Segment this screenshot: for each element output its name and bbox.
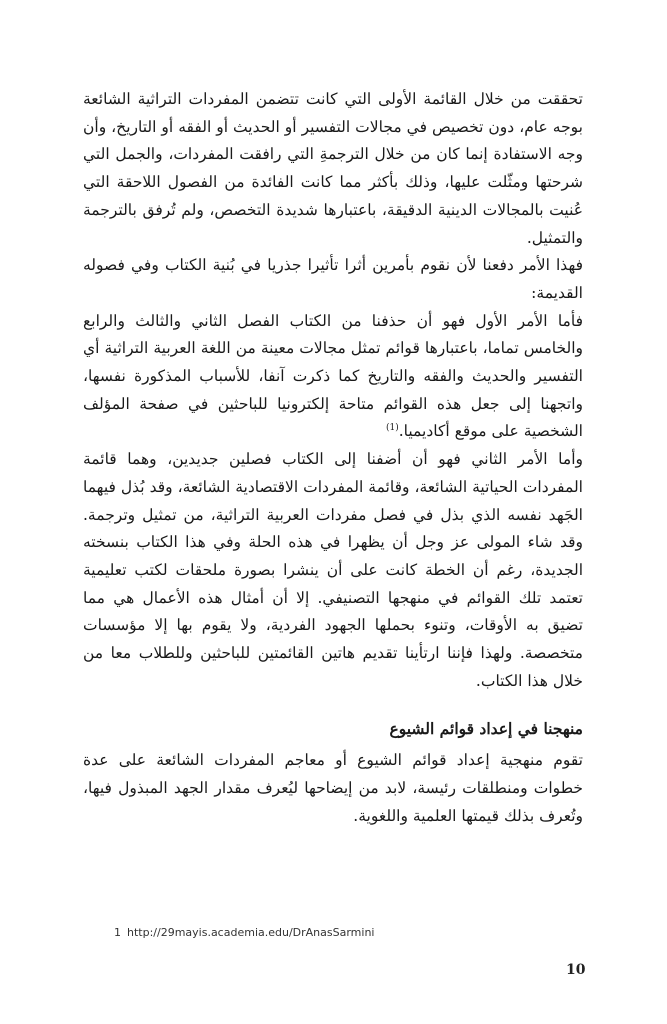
paragraph-4: وأما الأمر الثاني فهو أن أضفنا إلى الكتاب فصلين جديدين، وهما قائمة المفردات الحياتية الشائعة، وقائمة المفردات الاقتصادية الشائعة، وقد بُذل فيهما الجَهد نفسه الذي بذل في فصل مفردات العربية التراثية، من تمثيل وترجمة. وقد شاء المولى عز وجل أن يظهرا في هذه الحلة وفي هذا الكتاب بنسخته الجديدة، رغم أن الخطة كانت على أن ينشرا بصورة ملحقات لكتب تعليمية تعتمد تلك القوائم في منهجها التصنيفي. إلا أن أمثال هذه الأعمال هي مما تضيق به الأوقات، وتنوء بحملها الجهود الفردية، ولا يقوم بها إلا مؤسسات متخصصة. ولهذا فإننا ارتأينا تقديم هاتين القائمتين للباحثين وللطلاب معا من خلال هذا الكتاب. <box>83 450 583 690</box>
footnote <box>114 926 374 939</box>
footnote-link[interactable]: http://29mayis.academia.edu/DrAnasSarmini <box>127 926 375 939</box>
footnote-reference[interactable]: (1) <box>385 423 399 434</box>
paragraph-3 <box>83 308 583 447</box>
section-heading: منهجنا في إعداد قوائم الشيوع <box>389 719 583 739</box>
page-body <box>83 86 583 830</box>
page-number: 10 <box>566 962 586 978</box>
paragraph-1: تحققت من خلال القائمة الأولى التي كانت تتضمن المفردات التراثية الشائعة بوجه عام، دون تخصيص في مجالات التفسير أو الحديث أو الفقه أو التاريخ، وأن وجه الاستفادة إنما كان من خلال الترجمةِ التي رافقت المفردات، والجمل التي شرحتها ومثّلت عليها، وذلك بأكثر مما كانت الفائدة من الفصول اللاحقة التي عُنيت بالمجالات الدينية الدقيقة، باعتبارها شديدة التخصص، ولم تُرفق بالترجمة والتمثيل. <box>83 90 583 247</box>
section-paragraph: تقوم منهجية إعداد قوائم الشيوع أو معاجم المفردات الشائعة على عدة خطوات ومنطلقات رئيسة، لابد من إيضاحها ليُعرف مقدار الجهد المبذول فيها، وتُعرف بذلك قيمتها العلمية واللغوية. <box>83 751 583 825</box>
paragraph-2: فهذا الأمر دفعنا لأن نقوم بأمرين أثرا تأثيرا جذريا في بُنية الكتاب وفي فصوله القديمة: <box>83 256 583 302</box>
footnote-number: 1 <box>114 926 121 939</box>
paragraph-3-text: فأما الأمر الأول فهو أن حذفنا من الكتاب الفصل الثاني والثالث والرابع والخامس تماما، باعتبارها قوائم تمثل مجالات معينة من اللغة العربية التراثية أي التفسير والحديث والفقه والتاريخ كما ذكرت آنفا، للأسباب المذكورة نفسها، واتجهنا إلى جعل هذه القوائم متاحة إلكترونيا للباحثين في صفحة المؤلف الشخصية على موقع أكاديميا. <box>83 311 583 441</box>
